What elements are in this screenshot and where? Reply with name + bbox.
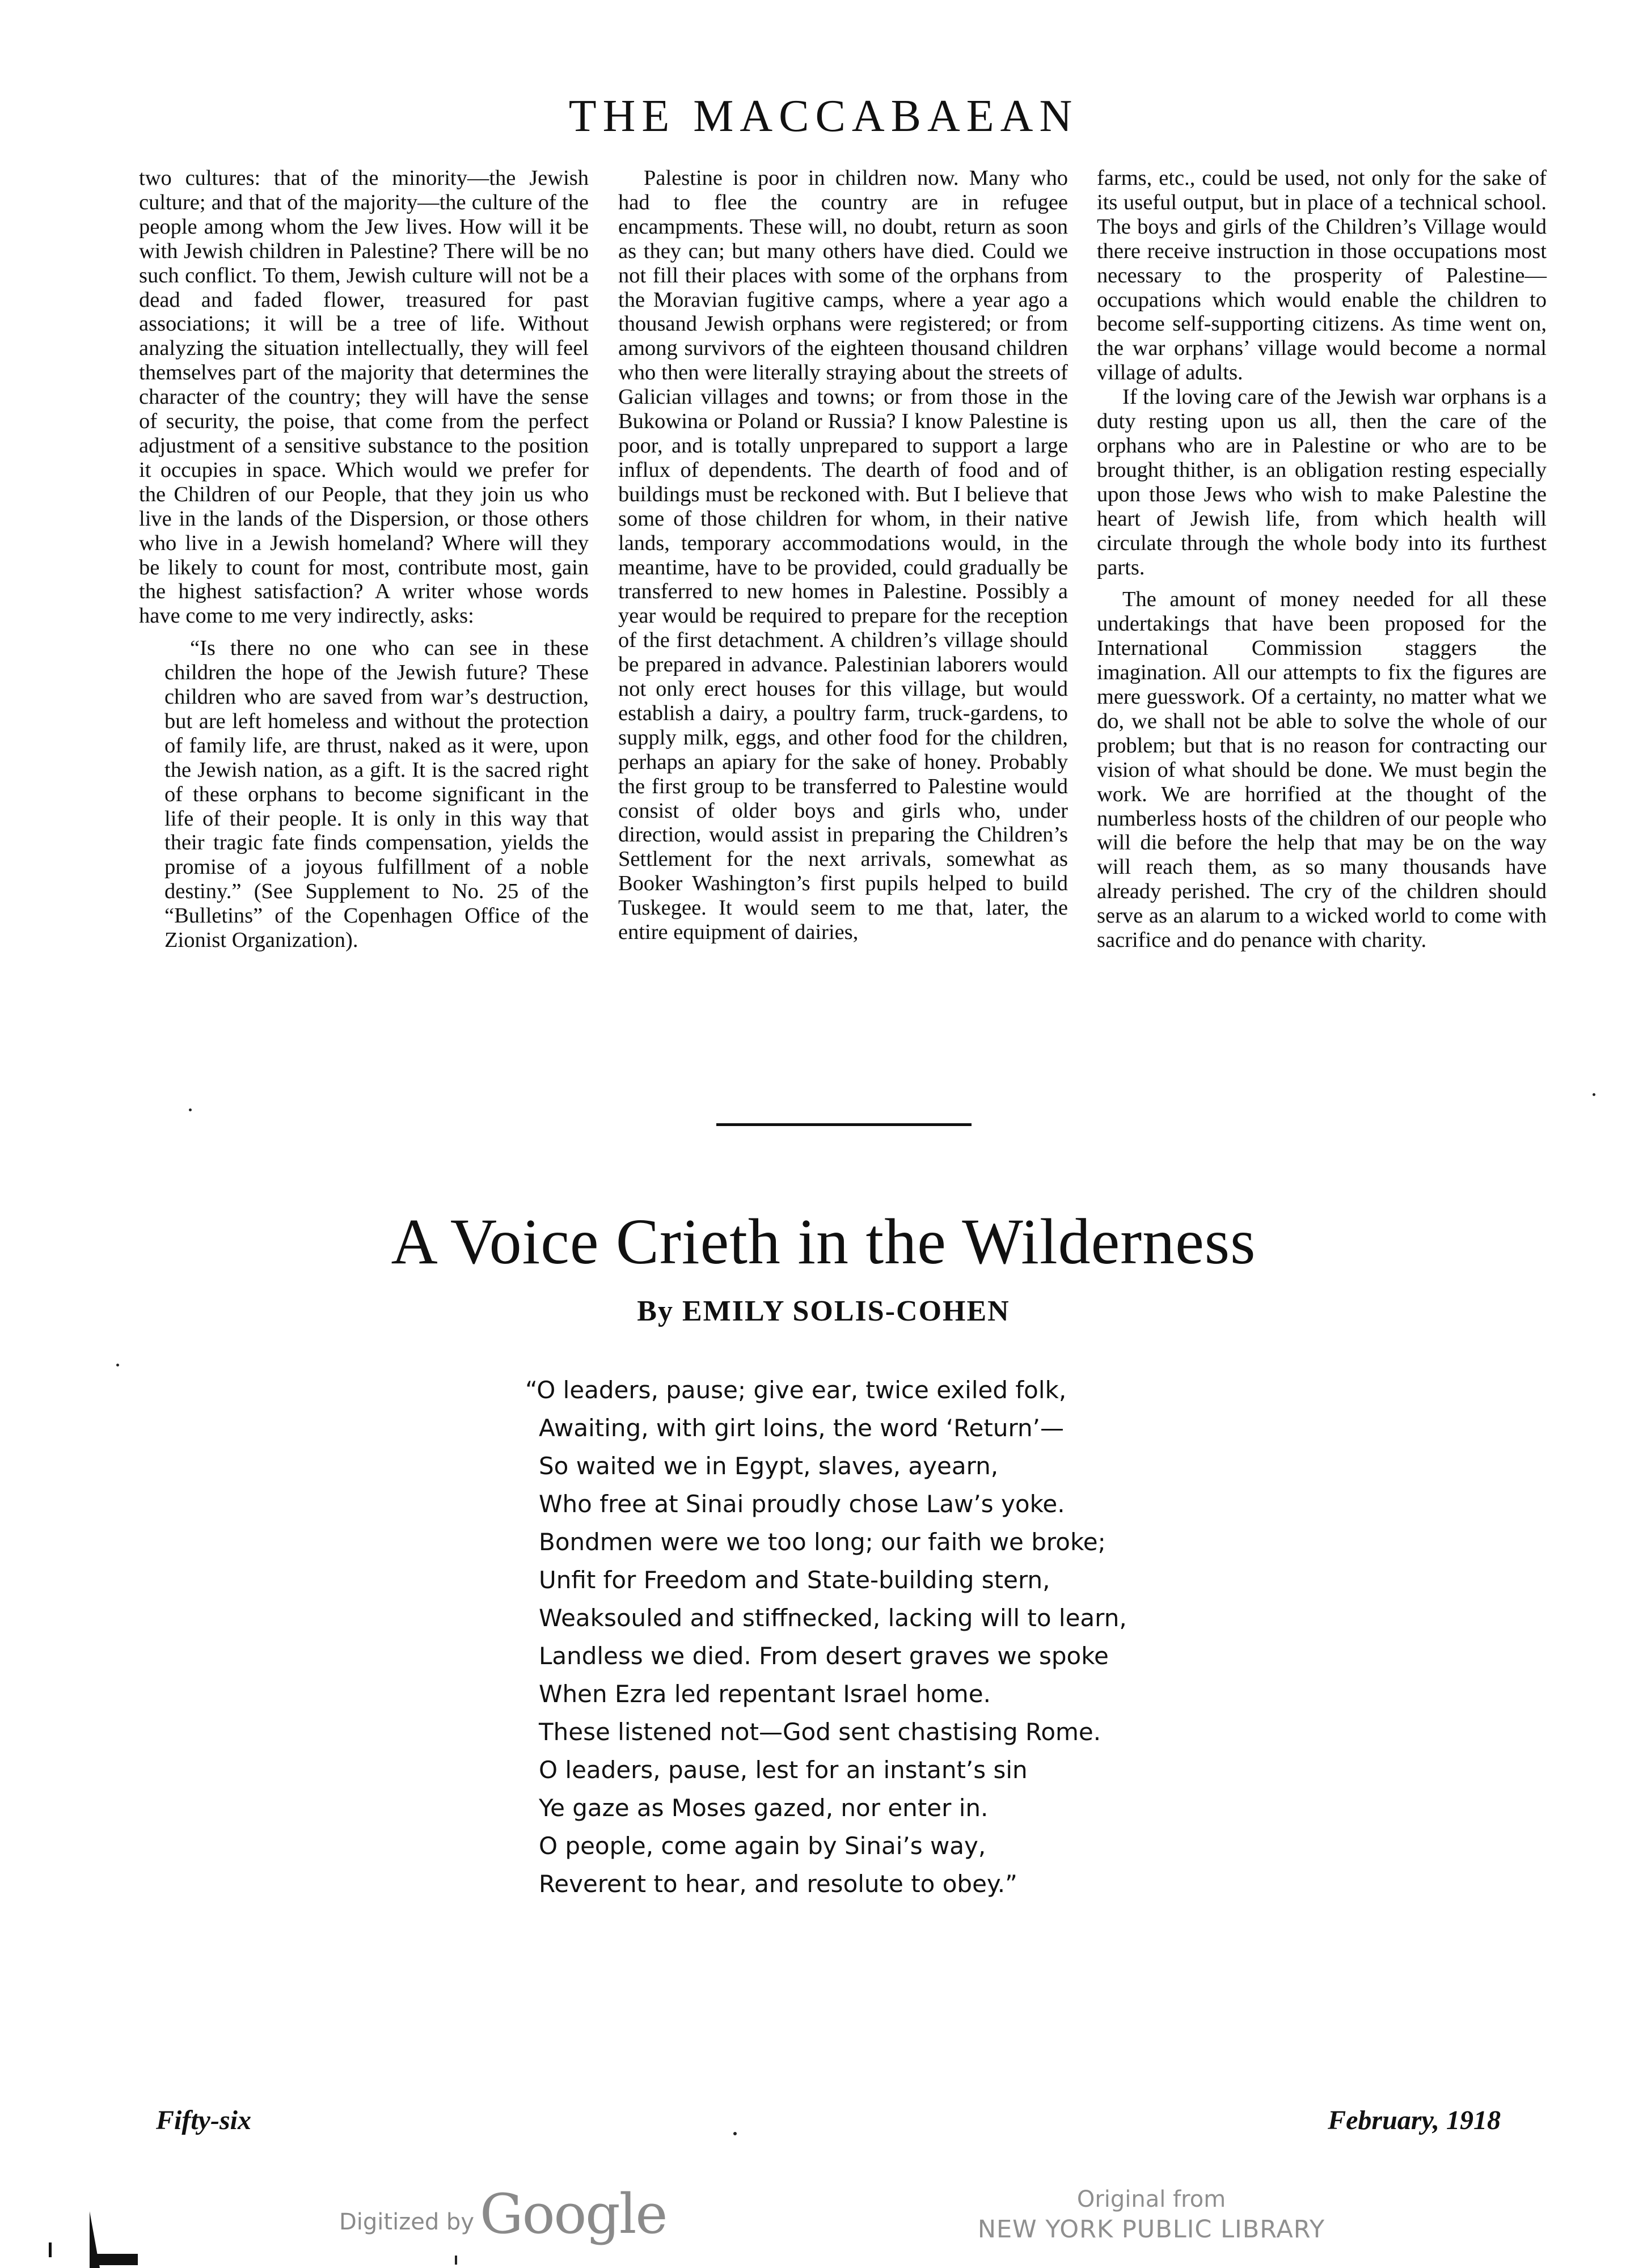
google-logo-text: Google [480, 2182, 667, 2246]
article-column-1 [139, 166, 589, 953]
scan-speck [189, 1108, 192, 1111]
library-name: NEW YORK PUBLIC LIBRARY [977, 2215, 1325, 2244]
poem-line: These listened not—God sent chastising Rome. [539, 1718, 1101, 1746]
poem-line: Bondmen were we too long; our faith we broke; [539, 1528, 1106, 1556]
poem-line: “O leaders, pause; give ear, twice exiled folk, [525, 1376, 1067, 1404]
scan-speck [733, 2132, 737, 2135]
paragraph: farms, etc., could be used, not only for the sake of its useful output, but in place of a technical school. The boys and girls of the Children’s Village would there receive instruction in those occupations most necessary to the prosperity of Palestine—occupations which would enable the children to become self-supporting citizens. As time went on, the war orphans’ village would become a normal village of adults. [1097, 166, 1547, 385]
poem-line: So waited we in Egypt, slaves, ayearn, [539, 1452, 999, 1480]
author-name: EMILY SOLIS-COHEN [682, 1295, 1010, 1327]
poem-line: O leaders, pause, lest for an instant’s sin [539, 1756, 1028, 1784]
scan-speck [455, 2256, 457, 2265]
digitized-prefix: Digitized by [339, 2209, 474, 2235]
scan-speck [116, 1364, 119, 1366]
section-divider [716, 1123, 972, 1126]
article-column-3 [1097, 166, 1547, 953]
paragraph: two cultures: that of the minority—the Jewish culture; and that of the majority—the culture of the people among whom the Jew lives. How will it be with Jewish children in Palestine? There will be no such conflict. To them, Jewish culture will not be a dead and faded flower, treasured for past associations; it will be a tree of life. Without analyzing the situation intellectually, they will feel themselves part of the majority that determines the character of the country; they will have the sense of security, the poise, that come from the perfect adjustment of a sensitive substance to the position it occupies in space. Which would we prefer for the Children of our People, that they join us who live in the lands of the Dispersion, or those others who live in a Jewish homeland? Where will they be likely to count for most, contribute most, gain the highest satisfaction? A writer whose words have come to me very indirectly, asks: [139, 166, 589, 628]
byline-prefix: By [637, 1295, 674, 1327]
original-from-text: Original from [1076, 2186, 1226, 2212]
poem-line: Weaksouled and stiffnecked, lacking will to learn, [539, 1604, 1127, 1632]
poem-line: When Ezra led repentant Israel home. [539, 1680, 991, 1708]
byline [0, 1292, 1647, 1331]
scan-edge-mark [49, 2242, 52, 2257]
poem-line: Unfit for Freedom and State-building stern, [539, 1566, 1050, 1594]
poem-line: Who free at Sinai proudly chose Law’s yoke. [539, 1490, 1065, 1518]
issue-date: February, 1918 [1328, 2105, 1501, 2135]
poem-line: Reverent to hear, and resolute to obey.” [539, 1870, 1017, 1898]
block-quote: “Is there no one who can see in these children the hope of the Jewish future? These children who are saved from war’s destruction, but are left homeless and without the protection of family life, are thrust, naked as it were, upon the Jewish nation, as a gift. It is the sacred right of these orphans to become significant in the life of their people. It is only in this way that their tragic fate finds compensation, yields the promise of a joyous fulfillment of a noble destiny.” (See Supplement to No. 25 of the “Bulletins” of the Copenhagen Office of the Zionist Organization). [164, 636, 589, 953]
page-number-label: Fifty-six [156, 2105, 251, 2135]
poem-line: Landless we died. From desert graves we spoke [539, 1642, 1109, 1670]
poem-body [522, 1371, 1202, 1903]
poem-line: Awaiting, with girt loins, the word ‘Return’— [539, 1414, 1064, 1442]
poem-line: Ye gaze as Moses gazed, nor enter in. [539, 1794, 989, 1822]
scan-speck [1593, 1093, 1595, 1096]
poem-title: A Voice Crieth in the Wilderness [391, 1205, 1256, 1277]
article-column-2 [618, 166, 1068, 945]
paragraph: Palestine is poor in children now. Many who had to flee the country are in refugee encampments. These will, no doubt, return as soon as they can; but many others have died. Could we not fill their places with some of the orphans from the Moravian fugitive camps, where a year ago a thousand Jewish orphans were registered; or from among survivors of the eighteen thousand children who then were literally straying about the streets of Galician villages and towns; or from those in the Bukowina or Poland or Russia? I know Palestine is poor, and is totally unprepared to support a large influx of dependents. The dearth of food and of buildings must be reckoned with. But I believe that some of those children for whom, in their native lands, temporary accommodations would, in the meantime, have to be provided, could gradually be transferred to new homes in Palestine. Possibly a year would be required to prepare for the reception of the first detachment. A children’s village should be prepared in advance. Palestinian laborers would not only erect houses for this village, but would establish a dairy, a poultry farm, truck-gardens, to supply milk, eggs, and other food for the children, perhaps an apiary for the sake of honey. Probably the first group to be transferred to Palestine would consist of older boys and girls who, under direction, would assist in preparing the Children’s Settlement for the next arrivals, somewhat as Booker Washington’s first pupils helped to build Tuskegee. It would seem to me that, later, the entire equipment of dairies, [618, 166, 1068, 945]
scan-corner-mark [90, 2254, 138, 2265]
digitized-watermark [339, 2182, 667, 2250]
library-watermark [953, 2185, 1350, 2245]
paragraph: If the loving care of the Jewish war orphans is a duty resting upon us all, then the care of the orphans who are in Palestine or who are to be brought thither, is an obligation resting especially upon those Jews who wish to make Palestine the heart of Jewish life, from which health will circulate through the whole body into its furthest parts. [1097, 385, 1547, 579]
masthead: THE MACCABAEAN [568, 91, 1079, 141]
paragraph: The amount of money needed for all these undertakings that have been proposed for the International Commission staggers the imagination. All our attempts to fix the figures are mere guesswork. Of a certainty, no matter what we do, we shall not be able to solve the whole of our problem; but that is no reason for contracting our vision of what should be done. We must begin the work. We are horrified at the thought of the numberless hosts of the children of our people who will die before the help that may be on the way will reach them, as so many thousands have already perished. The cry of the children should serve as an alarum to a wicked world to come with sacrifice and do penance with charity. [1097, 587, 1547, 953]
poem-line: O people, come again by Sinai’s way, [539, 1832, 986, 1860]
